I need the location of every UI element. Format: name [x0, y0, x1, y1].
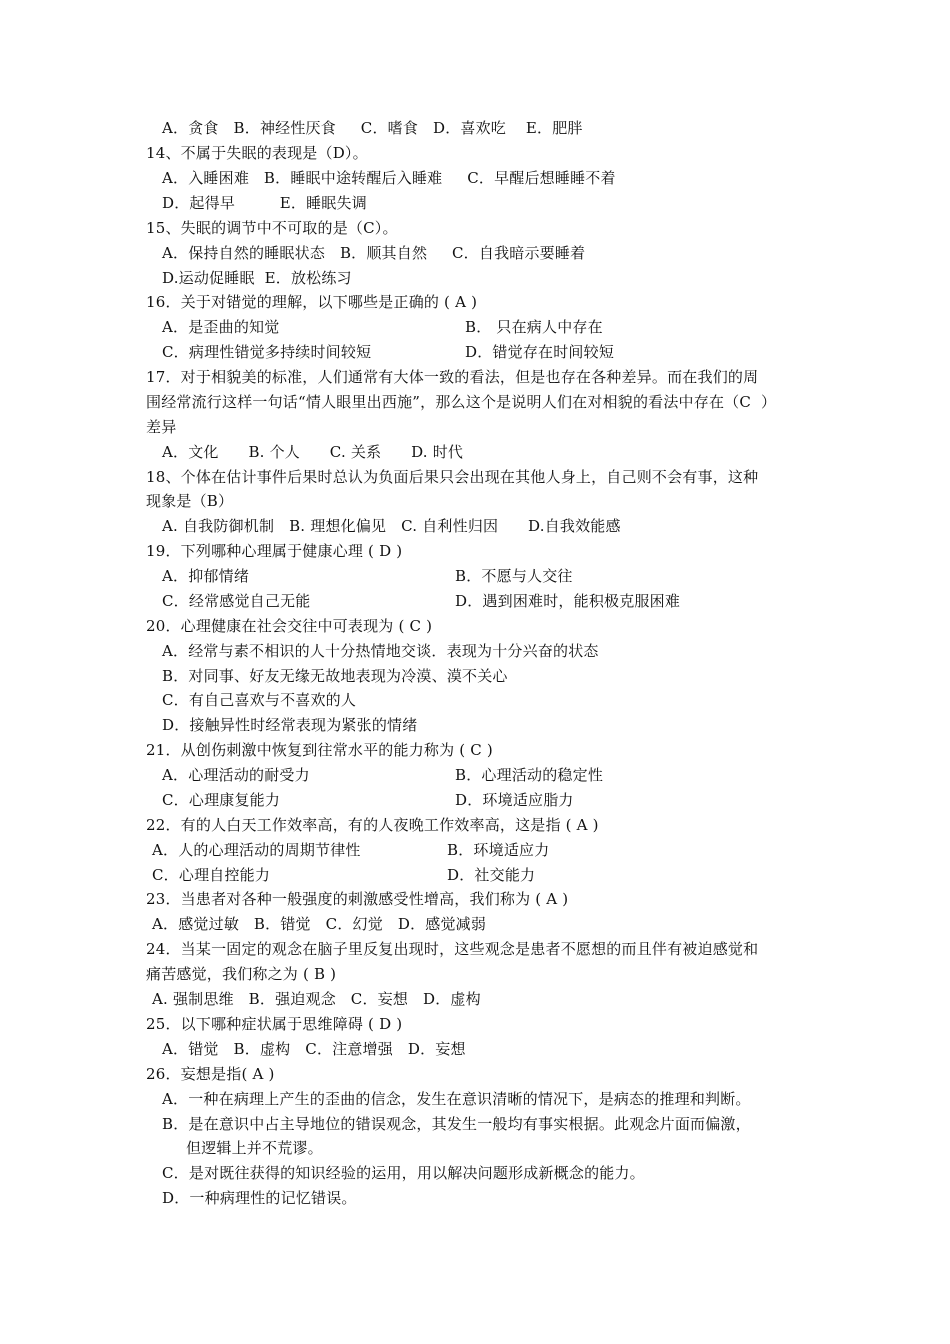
q23-options: A．感觉过敏 B．错觉 C．幻觉 D．感觉减弱 — [152, 915, 487, 933]
q26-option-b-line2: 但逻辑上并不荒谬。 — [186, 1139, 323, 1157]
q24-question-line2: 痛苦感觉，我们称之为 ( B ) — [146, 965, 337, 983]
q20-option-a: A．经常与素不相识的人十分热情地交谈．表现为十分兴奋的状态 — [162, 642, 599, 660]
q18-options: A. 自我防御机制 B. 理想化偏见 C. 自利性归因 D.自我效能感 — [162, 517, 621, 535]
q20-option-b: B．对同事、好友无缘无故地表现为冷漠、漠不关心 — [162, 667, 508, 685]
q20-option-c: C．有自己喜欢与不喜欢的人 — [162, 691, 357, 709]
q20-question: 20．心理健康在社会交往中可表现为 ( C ) — [146, 617, 433, 635]
q26-option-b-line1: B．是在意识中占主导地位的错误观念，其发生一般均有事实根据。此观念片面而偏激， — [162, 1115, 751, 1133]
q17-question-line1: 17．对于相貌美的标准，人们通常有大体一致的看法，但是也存在各种差异。而在我们的周 — [146, 368, 759, 386]
q23-question: 23．当患者对各种一般强度的刺激感受性增高，我们称为 ( A ) — [146, 890, 569, 908]
q24-question-line1: 24．当某一固定的观念在脑子里反复出现时，这些观念是患者不愿想的而且伴有被迫感觉和 — [146, 940, 759, 958]
q17-question-line2: 围经常流行这样一句话“情人眼里出西施”，那么这个是说明人们在对相貌的看法中存在（C ） — [146, 393, 777, 411]
q15-options-line2: D.运动促睡眠 E．放松练习 — [162, 269, 352, 287]
q19-question: 19．下列哪种心理属于健康心理 ( D ) — [146, 542, 403, 560]
q21-option-b: B．心理活动的稳定性 — [455, 766, 604, 784]
q26-option-a: A．一种在病理上产生的歪曲的信念，发生在意识清晰的情况下，是病态的推理和判断。 — [162, 1090, 751, 1108]
q21-option-d: D．环境适应脂力 — [455, 791, 574, 809]
q21-option-c: C．心理康复能力 — [162, 791, 281, 809]
q26-option-d: D．一种病理性的记忆错误。 — [162, 1189, 357, 1207]
q13-options: A．贪食 B．神经性厌食 C．嗜食 D．喜欢吃 E．肥胖 — [162, 119, 583, 137]
q14-options-line1: A．入睡困难 B．睡眠中途转醒后入睡难 C．早醒后想睡睡不着 — [162, 169, 616, 187]
q22-question: 22．有的人白天工作效率高，有的人夜晚工作效率高，这是指 ( A ) — [146, 816, 599, 834]
q16-option-d: D．错觉存在时间较短 — [465, 343, 615, 361]
q22-option-a: A．人的心理活动的周期节律性 — [152, 841, 361, 859]
q22-option-d: D．社交能力 — [447, 866, 536, 884]
q19-option-b: B．不愿与人交往 — [455, 567, 573, 585]
q16-option-a: A．是歪曲的知觉 — [162, 318, 280, 336]
q17-options: A．文化 B. 个人 C. 关系 D. 时代 — [162, 443, 464, 461]
q24-options: A. 强制思维 B．强迫观念 C．妄想 D．虚构 — [152, 990, 481, 1008]
q21-question: 21．从创伤刺激中恢复到往常水平的能力称为 ( C ) — [146, 741, 493, 759]
q19-option-d: D．遇到困难时，能积极克服困难 — [455, 592, 681, 610]
q14-question: 14、不属于失眠的表现是（D）。 — [146, 144, 368, 162]
q16-question: 16．关于对错觉的理解，以下哪些是正确的 ( A ) — [146, 293, 478, 311]
q26-option-c: C．是对既往获得的知识经验的运用，用以解决问题形成新概念的能力。 — [162, 1164, 645, 1182]
q17-question-line3: 差异 — [146, 418, 177, 436]
q26-question: 26．妄想是指( A ) — [146, 1065, 275, 1083]
q25-options: A．错觉 B．虚构 C．注意增强 D．妄想 — [162, 1040, 466, 1058]
q20-option-d: D．接触异性时经常表现为紧张的情绪 — [162, 716, 418, 734]
q16-option-b: B． 只在病人中存在 — [465, 318, 603, 336]
q16-option-c: C．病理性错觉多持续时间较短 — [162, 343, 372, 361]
q22-option-c: C．心理自控能力 — [152, 866, 271, 884]
q19-option-c: C．经常感觉自己无能 — [162, 592, 311, 610]
q18-question-line2: 现象是（B） — [146, 492, 234, 510]
q15-question: 15、失眠的调节中不可取的是（C）。 — [146, 219, 398, 237]
q14-options-line2: D．起得早 E．睡眠失调 — [162, 194, 367, 212]
q19-option-a: A．抑郁情绪 — [162, 567, 250, 585]
q25-question: 25．以下哪种症状属于思维障碍 ( D ) — [146, 1015, 403, 1033]
q21-option-a: A．心理活动的耐受力 — [162, 766, 310, 784]
q18-question-line1: 18、个体在估计事件后果时总认为负面后果只会出现在其他人身上，自己则不会有事，这种 — [146, 468, 759, 486]
q15-options-line1: A．保持自然的睡眠状态 B．顺其自然 C．自我暗示要睡着 — [162, 244, 586, 262]
q22-option-b: B．环境适应力 — [447, 841, 550, 859]
